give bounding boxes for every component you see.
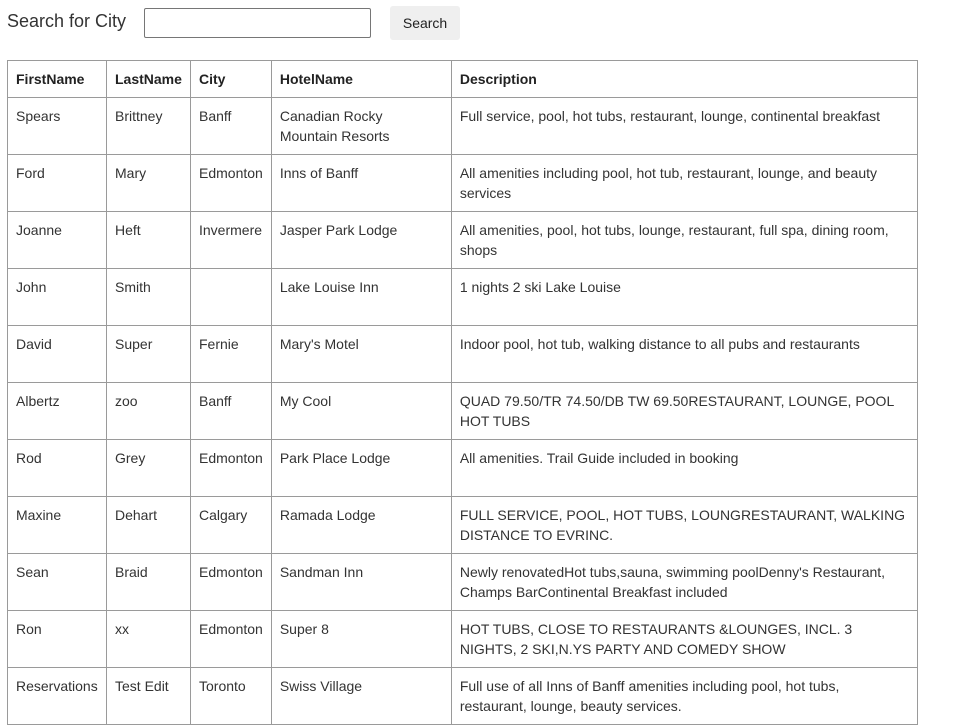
cell-lastname: Brittney xyxy=(107,98,191,155)
cell-city: Edmonton xyxy=(191,440,272,497)
cell-city: Banff xyxy=(191,98,272,155)
table-row xyxy=(8,155,918,212)
cell-hotelname: Mary's Motel xyxy=(271,326,451,383)
cell-city: Banff xyxy=(191,383,272,440)
cell-description: Full service, pool, hot tubs, restaurant, lounge, continental breakfast xyxy=(451,98,917,155)
column-header-city: City xyxy=(191,61,272,98)
cell-city: Fernie xyxy=(191,326,272,383)
cell-hotelname: Sandman Inn xyxy=(271,554,451,611)
column-header-lastname: LastName xyxy=(107,61,191,98)
table-row xyxy=(8,611,918,668)
cell-description: QUAD 79.50/TR 74.50/DB TW 69.50RESTAURANT, LOUNGE, POOL HOT TUBS xyxy=(451,383,917,440)
cell-description: 1 nights 2 ski Lake Louise xyxy=(451,269,917,326)
cell-firstname: John xyxy=(8,269,107,326)
cell-hotelname: Park Place Lodge xyxy=(271,440,451,497)
cell-description: Newly renovatedHot tubs,sauna, swimming poolDenny's Restaurant, Champs BarContinental Breakfast included xyxy=(451,554,917,611)
cell-lastname: zoo xyxy=(107,383,191,440)
table-row xyxy=(8,98,918,155)
cell-hotelname: Inns of Banff xyxy=(271,155,451,212)
cell-city: Edmonton xyxy=(191,155,272,212)
column-header-hotelname: HotelName xyxy=(271,61,451,98)
cell-description: All amenities including pool, hot tub, restaurant, lounge, and beauty services xyxy=(451,155,917,212)
search-bar xyxy=(7,6,460,40)
column-header-firstname: FirstName xyxy=(8,61,107,98)
cell-firstname: Maxine xyxy=(8,497,107,554)
table-body xyxy=(8,98,918,725)
cell-hotelname: Super 8 xyxy=(271,611,451,668)
cell-description: HOT TUBS, CLOSE TO RESTAURANTS &LOUNGES, INCL. 3 NIGHTS, 2 SKI,N.YS PARTY AND COMEDY SHOW xyxy=(451,611,917,668)
cell-firstname: David xyxy=(8,326,107,383)
cell-city: Invermere xyxy=(191,212,272,269)
cell-hotelname: My Cool xyxy=(271,383,451,440)
table-row xyxy=(8,554,918,611)
city-search-input[interactable] xyxy=(144,8,371,38)
cell-lastname: Mary xyxy=(107,155,191,212)
cell-firstname: Ford xyxy=(8,155,107,212)
results-table xyxy=(7,60,918,725)
cell-lastname: Grey xyxy=(107,440,191,497)
cell-description: Indoor pool, hot tub, walking distance to all pubs and restaurants xyxy=(451,326,917,383)
search-label: Search for City xyxy=(7,10,127,31)
cell-lastname: Test Edit xyxy=(107,668,191,725)
table-row xyxy=(8,383,918,440)
cell-hotelname: Canadian Rocky Mountain Resorts xyxy=(271,98,451,155)
cell-hotelname: Jasper Park Lodge xyxy=(271,212,451,269)
cell-description: FULL SERVICE, POOL, HOT TUBS, LOUNGRESTAURANT, WALKING DISTANCE TO EVRINC. xyxy=(451,497,917,554)
cell-city: Edmonton xyxy=(191,554,272,611)
cell-lastname: Smith xyxy=(107,269,191,326)
cell-firstname: Albertz xyxy=(8,383,107,440)
cell-lastname: Braid xyxy=(107,554,191,611)
table-row xyxy=(8,440,918,497)
cell-lastname: Heft xyxy=(107,212,191,269)
cell-lastname: Dehart xyxy=(107,497,191,554)
cell-city xyxy=(191,269,272,326)
table-row xyxy=(8,212,918,269)
cell-hotelname: Ramada Lodge xyxy=(271,497,451,554)
table-row xyxy=(8,269,918,326)
cell-description: All amenities, pool, hot tubs, lounge, restaurant, full spa, dining room, shops xyxy=(451,212,917,269)
cell-firstname: Rod xyxy=(8,440,107,497)
cell-firstname: Sean xyxy=(8,554,107,611)
cell-firstname: Reservations xyxy=(8,668,107,725)
cell-hotelname: Lake Louise Inn xyxy=(271,269,451,326)
column-header-description: Description xyxy=(451,61,917,98)
cell-description: All amenities. Trail Guide included in booking xyxy=(451,440,917,497)
cell-firstname: Spears xyxy=(8,98,107,155)
cell-firstname: Joanne xyxy=(8,212,107,269)
table-row xyxy=(8,668,918,725)
cell-lastname: xx xyxy=(107,611,191,668)
table-header-row xyxy=(8,61,918,98)
cell-city: Toronto xyxy=(191,668,272,725)
search-button[interactable]: Search xyxy=(390,6,460,40)
cell-lastname: Super xyxy=(107,326,191,383)
table-row xyxy=(8,497,918,554)
cell-firstname: Ron xyxy=(8,611,107,668)
table-row xyxy=(8,326,918,383)
cell-city: Edmonton xyxy=(191,611,272,668)
cell-city: Calgary xyxy=(191,497,272,554)
cell-hotelname: Swiss Village xyxy=(271,668,451,725)
cell-description: Full use of all Inns of Banff amenities including pool, hot tubs, restaurant, lounge, beauty services. xyxy=(451,668,917,725)
